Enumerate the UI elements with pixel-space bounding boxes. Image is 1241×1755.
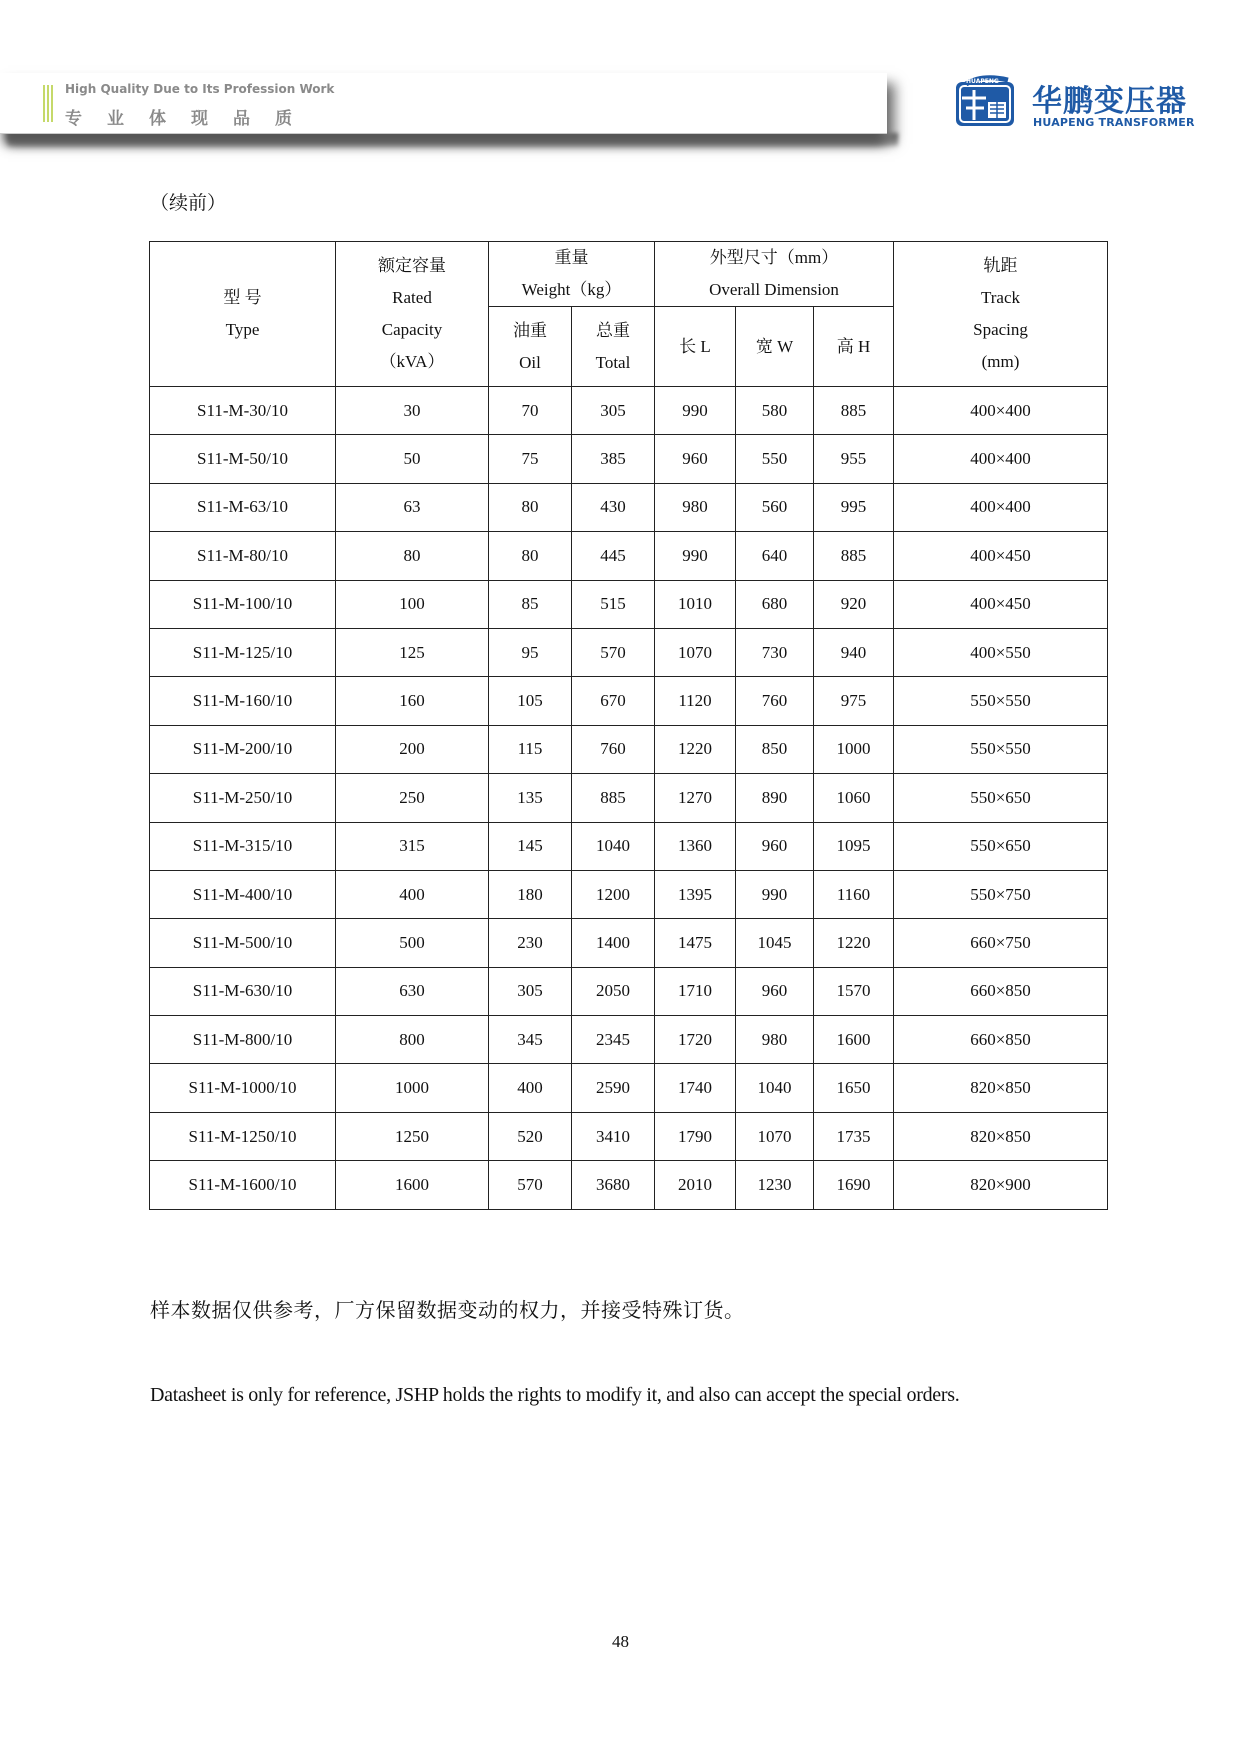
slogan-accent-bars	[43, 85, 54, 122]
cell-length: 1010	[655, 580, 736, 628]
header-total-en: Total	[595, 352, 631, 372]
header-oil-en: Oil	[519, 352, 541, 372]
cell-track-spacing: 660×850	[894, 1016, 1108, 1064]
cell-oil-weight: 135	[489, 774, 572, 822]
cell-oil-weight: 105	[489, 677, 572, 725]
cell-type: S11-M-160/10	[150, 677, 336, 725]
cell-oil-weight: 180	[489, 870, 572, 918]
cell-length: 1220	[655, 725, 736, 773]
table-row	[150, 967, 1108, 1015]
cell-track-spacing: 820×900	[894, 1161, 1108, 1209]
logo-english-name: HUAPENG TRANSFORMER	[1033, 116, 1195, 129]
cell-capacity: 50	[336, 435, 489, 483]
cell-oil-weight: 115	[489, 725, 572, 773]
slogan-english: High Quality Due to Its Profession Work	[65, 82, 335, 96]
cell-track-spacing: 400×550	[894, 628, 1108, 676]
cell-length: 1790	[655, 1112, 736, 1160]
cell-track-spacing: 820×850	[894, 1064, 1108, 1112]
cell-capacity: 630	[336, 967, 489, 1015]
cell-capacity: 400	[336, 870, 489, 918]
cell-capacity: 500	[336, 919, 489, 967]
cell-height: 1570	[814, 967, 894, 1015]
cell-type: S11-M-1000/10	[150, 1064, 336, 1112]
cell-type: S11-M-50/10	[150, 435, 336, 483]
cell-capacity: 1600	[336, 1161, 489, 1209]
cell-length: 990	[655, 387, 736, 435]
continued-label: （续前）	[150, 193, 227, 214]
table-row	[150, 435, 1108, 483]
spec-table	[149, 241, 1108, 1210]
cell-length: 1720	[655, 1016, 736, 1064]
cell-total-weight: 2590	[572, 1064, 655, 1112]
table-row	[150, 1064, 1108, 1112]
cell-type: S11-M-63/10	[150, 483, 336, 531]
page-number: 48	[612, 1632, 629, 1651]
slogan-chinese: 专业体现品质	[65, 109, 317, 129]
cell-length: 960	[655, 435, 736, 483]
header-dimension-cn: 外型尺寸（mm）	[709, 248, 839, 267]
cell-width: 680	[736, 580, 814, 628]
cell-oil-weight: 145	[489, 822, 572, 870]
cell-capacity: 125	[336, 628, 489, 676]
header-track-unit: (mm)	[981, 352, 1020, 371]
cell-track-spacing: 820×850	[894, 1112, 1108, 1160]
cell-track-spacing: 400×450	[894, 532, 1108, 580]
cell-type: S11-M-800/10	[150, 1016, 336, 1064]
cell-total-weight: 1040	[572, 822, 655, 870]
cell-height: 1095	[814, 822, 894, 870]
cell-total-weight: 885	[572, 774, 655, 822]
cell-track-spacing: 400×400	[894, 387, 1108, 435]
cell-capacity: 100	[336, 580, 489, 628]
cell-length: 980	[655, 483, 736, 531]
cell-height: 1000	[814, 725, 894, 773]
cell-length: 1475	[655, 919, 736, 967]
cell-length: 1710	[655, 967, 736, 1015]
table-row	[150, 483, 1108, 531]
table-row	[150, 1112, 1108, 1160]
cell-capacity: 63	[336, 483, 489, 531]
cell-width: 550	[736, 435, 814, 483]
cell-total-weight: 570	[572, 628, 655, 676]
cell-track-spacing: 660×850	[894, 967, 1108, 1015]
header-weight	[489, 242, 655, 307]
cell-capacity: 200	[336, 725, 489, 773]
cell-type: S11-M-400/10	[150, 870, 336, 918]
cell-oil-weight: 95	[489, 628, 572, 676]
cell-total-weight: 515	[572, 580, 655, 628]
cell-oil-weight: 520	[489, 1112, 572, 1160]
cell-total-weight: 1200	[572, 870, 655, 918]
cell-height: 1600	[814, 1016, 894, 1064]
header-capacity-en1: Rated	[392, 288, 432, 307]
cell-track-spacing: 550×750	[894, 870, 1108, 918]
cell-width: 850	[736, 725, 814, 773]
header-track	[894, 242, 1108, 387]
cell-total-weight: 3410	[572, 1112, 655, 1160]
cell-oil-weight: 80	[489, 532, 572, 580]
cell-height: 1690	[814, 1161, 894, 1209]
cell-oil-weight: 75	[489, 435, 572, 483]
cell-total-weight: 445	[572, 532, 655, 580]
cell-type: S11-M-630/10	[150, 967, 336, 1015]
header-weight-en: Weight（kg）	[521, 280, 622, 299]
cell-oil-weight: 70	[489, 387, 572, 435]
header-type-cn: 型 号	[223, 288, 262, 307]
cell-width: 960	[736, 822, 814, 870]
cell-height: 920	[814, 580, 894, 628]
cell-track-spacing: 550×650	[894, 774, 1108, 822]
cell-width: 760	[736, 677, 814, 725]
table-row	[150, 387, 1108, 435]
cell-width: 1070	[736, 1112, 814, 1160]
header-band-shadow	[8, 133, 898, 147]
header-capacity	[336, 242, 489, 387]
header-dimension-en: Overall Dimension	[709, 280, 839, 299]
cell-length: 1120	[655, 677, 736, 725]
table-row	[150, 532, 1108, 580]
spec-table-body	[150, 387, 1108, 1210]
cell-height: 955	[814, 435, 894, 483]
cell-width: 980	[736, 1016, 814, 1064]
cell-capacity: 30	[336, 387, 489, 435]
cell-oil-weight: 80	[489, 483, 572, 531]
header-height: 高 H	[814, 307, 894, 387]
table-row	[150, 1016, 1108, 1064]
table-row	[150, 628, 1108, 676]
cell-height: 1060	[814, 774, 894, 822]
header-track-en2: Spacing	[973, 320, 1028, 339]
cell-length: 1395	[655, 870, 736, 918]
header-oil-cn: 油重	[513, 320, 547, 340]
cell-height: 940	[814, 628, 894, 676]
cell-track-spacing: 550×550	[894, 677, 1108, 725]
cell-total-weight: 2050	[572, 967, 655, 1015]
header-length: 长 L	[655, 307, 736, 387]
cell-length: 2010	[655, 1161, 736, 1209]
cell-track-spacing: 550×550	[894, 725, 1108, 773]
cell-height: 885	[814, 532, 894, 580]
table-row	[150, 677, 1108, 725]
table-row	[150, 725, 1108, 773]
cell-height: 885	[814, 387, 894, 435]
cell-capacity: 160	[336, 677, 489, 725]
table-row	[150, 580, 1108, 628]
cell-track-spacing: 550×650	[894, 822, 1108, 870]
cell-height: 1220	[814, 919, 894, 967]
cell-length: 1360	[655, 822, 736, 870]
table-row	[150, 822, 1108, 870]
cell-type: S11-M-315/10	[150, 822, 336, 870]
logo-chinese-name: 华鹏变压器	[1032, 84, 1187, 119]
cell-oil-weight: 85	[489, 580, 572, 628]
cell-width: 890	[736, 774, 814, 822]
header-track-en1: Track	[980, 288, 1021, 307]
cell-oil-weight: 570	[489, 1161, 572, 1209]
cell-height: 975	[814, 677, 894, 725]
header-capacity-unit: （kVA）	[379, 352, 445, 371]
cell-track-spacing: 660×750	[894, 919, 1108, 967]
header-capacity-en2: Capacity	[381, 320, 443, 339]
cell-type: S11-M-30/10	[150, 387, 336, 435]
disclaimer-english: Datasheet is only for reference, JSHP holds the rights to modify it, and also can accept the special orders.	[150, 1384, 960, 1406]
cell-total-weight: 430	[572, 483, 655, 531]
huapeng-logo-icon	[952, 74, 1018, 130]
header-capacity-cn: 额定容量	[378, 256, 446, 275]
header-type-en: Type	[225, 320, 260, 339]
cell-oil-weight: 230	[489, 919, 572, 967]
cell-height: 1735	[814, 1112, 894, 1160]
cell-height: 995	[814, 483, 894, 531]
header-weight-cn: 重量	[554, 248, 589, 267]
table-row	[150, 870, 1108, 918]
cell-type: S11-M-1250/10	[150, 1112, 336, 1160]
cell-width: 730	[736, 628, 814, 676]
cell-width: 990	[736, 870, 814, 918]
cell-length: 1070	[655, 628, 736, 676]
cell-capacity: 80	[336, 532, 489, 580]
disclaimer-chinese: 样本数据仅供参考，厂方保留数据变动的权力，并接受特殊订货。	[150, 1300, 745, 1322]
cell-total-weight: 760	[572, 725, 655, 773]
svg-text:HUAPENG: HUAPENG	[966, 78, 999, 85]
cell-total-weight: 385	[572, 435, 655, 483]
cell-capacity: 1000	[336, 1064, 489, 1112]
cell-total-weight: 3680	[572, 1161, 655, 1209]
cell-height: 1160	[814, 870, 894, 918]
cell-total-weight: 670	[572, 677, 655, 725]
cell-total-weight: 2345	[572, 1016, 655, 1064]
cell-oil-weight: 400	[489, 1064, 572, 1112]
cell-width: 1230	[736, 1161, 814, 1209]
header-total-cn: 总重	[596, 320, 630, 340]
header-width: 宽 W	[736, 307, 814, 387]
cell-oil-weight: 305	[489, 967, 572, 1015]
cell-track-spacing: 400×450	[894, 580, 1108, 628]
cell-width: 560	[736, 483, 814, 531]
cell-width: 640	[736, 532, 814, 580]
header-track-cn: 轨距	[983, 256, 1018, 275]
cell-height: 1650	[814, 1064, 894, 1112]
cell-capacity: 315	[336, 822, 489, 870]
cell-width: 1045	[736, 919, 814, 967]
cell-total-weight: 1400	[572, 919, 655, 967]
cell-type: S11-M-200/10	[150, 725, 336, 773]
table-row	[150, 919, 1108, 967]
cell-length: 1270	[655, 774, 736, 822]
cell-type: S11-M-500/10	[150, 919, 336, 967]
cell-type: S11-M-80/10	[150, 532, 336, 580]
header-type	[150, 242, 336, 387]
cell-length: 1740	[655, 1064, 736, 1112]
cell-total-weight: 305	[572, 387, 655, 435]
cell-type: S11-M-1600/10	[150, 1161, 336, 1209]
cell-oil-weight: 345	[489, 1016, 572, 1064]
cell-capacity: 1250	[336, 1112, 489, 1160]
cell-width: 960	[736, 967, 814, 1015]
cell-track-spacing: 400×400	[894, 483, 1108, 531]
cell-capacity: 800	[336, 1016, 489, 1064]
cell-width: 580	[736, 387, 814, 435]
cell-length: 990	[655, 532, 736, 580]
header-dimension	[655, 242, 894, 307]
cell-type: S11-M-250/10	[150, 774, 336, 822]
cell-track-spacing: 400×400	[894, 435, 1108, 483]
table-row	[150, 1161, 1108, 1209]
cell-width: 1040	[736, 1064, 814, 1112]
cell-type: S11-M-100/10	[150, 580, 336, 628]
cell-type: S11-M-125/10	[150, 628, 336, 676]
table-row	[150, 774, 1108, 822]
header-oil	[489, 307, 572, 387]
header-total	[572, 307, 655, 387]
cell-capacity: 250	[336, 774, 489, 822]
